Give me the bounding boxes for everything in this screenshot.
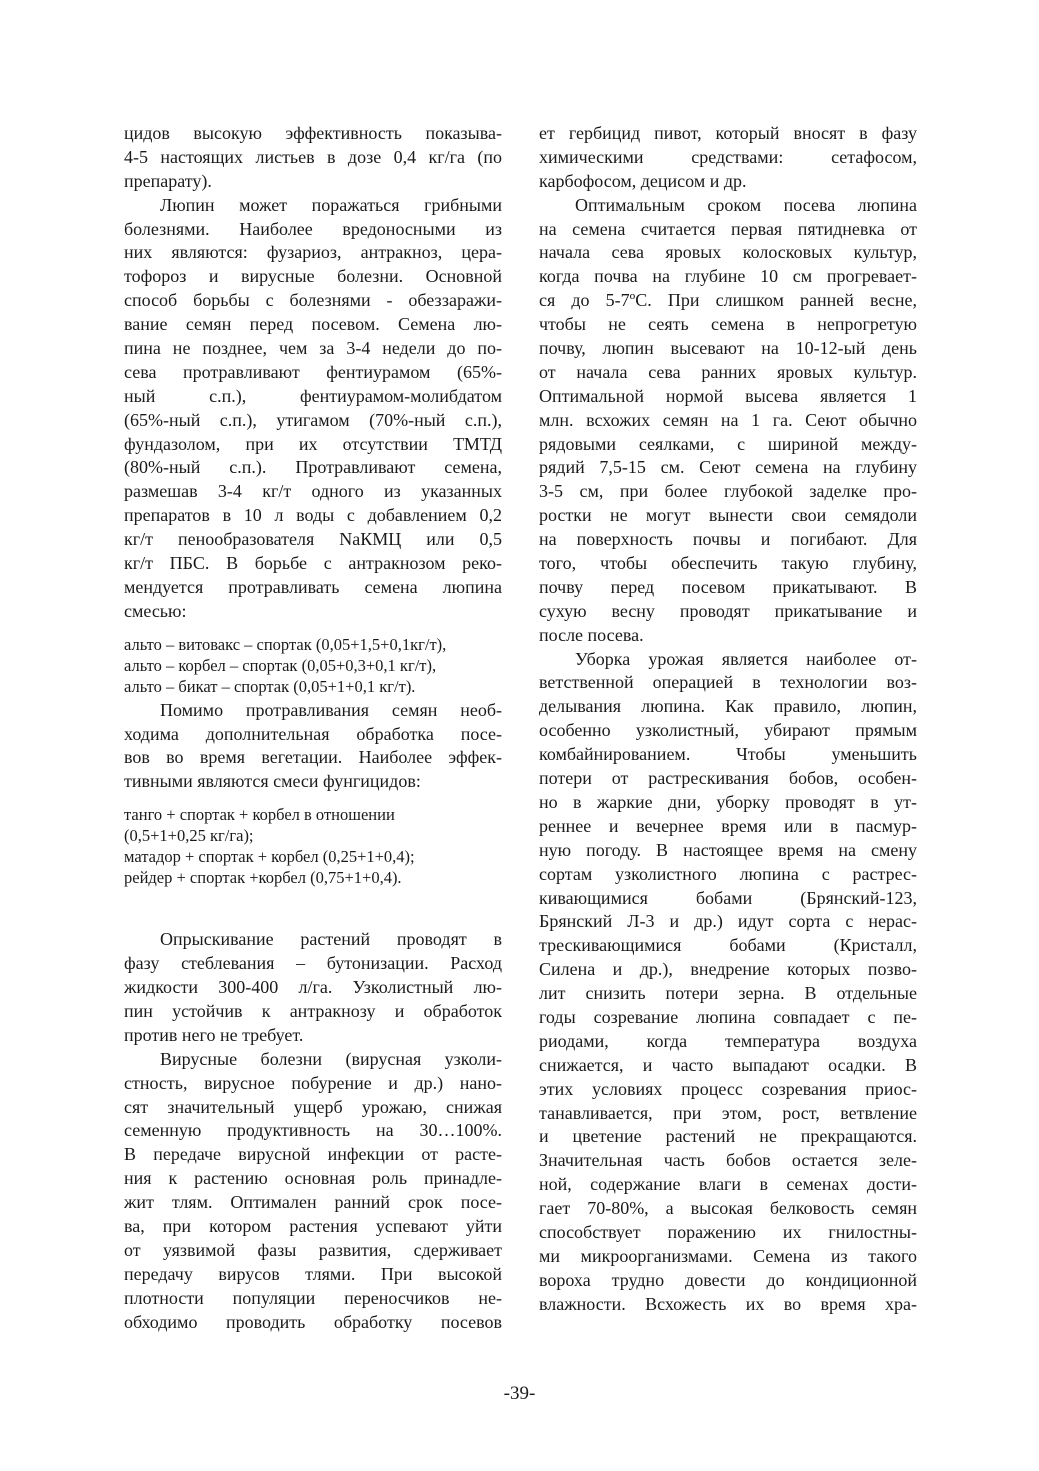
text-line: вов во время вегетации. Наиболее эффек- [124,747,502,768]
text-line: ния к растению основная роль принадле- [124,1168,502,1189]
text-line: В передаче вирусной инфекции от расте- [124,1144,502,1165]
text-line: препаратов в 10 л воды с добавлением 0,2 [124,505,502,526]
text-line: реннее и вечернее время или в пасмур- [539,815,917,836]
paragraph [539,122,917,194]
text-line: вание семян перед посевом. Семена лю- [124,314,502,335]
text-line: от начала сева ранних яровых культур. [539,361,917,382]
text-line: кг/т ПБС. В борьбе с антракнозом реко- [124,553,502,574]
text-line: ный с.п.), фентиурамом-молибдатом [124,385,502,406]
text-line: 3-5 см, при более глубокой заделке про- [539,481,917,502]
paragraph [124,699,502,795]
paragraph [539,648,917,1317]
text-line: кг/т пенообразователя NaКМЦ или 0,5 [124,529,502,550]
text-line: плотности популяции переносчиков не- [124,1287,502,1308]
text-line: жит тлям. Оптимален ранний срок посе- [124,1192,502,1213]
text-line: ми микроорганизмами. Семена из такого [539,1245,917,1266]
text-line: Вирусные болезни (вирусная узколи- [160,1048,502,1069]
text-line: семенную продуктивность на 30…100%. [124,1120,502,1141]
text-line: препарату). [124,170,212,191]
text-line: фазу стеблевания – бутонизации. Расход [124,953,502,974]
text-line: когда почва на глубине 10 см прогревает- [539,266,917,287]
text-line: влажности. Всхожесть их во время хра- [539,1293,917,1314]
text-line: риодами, когда температура воздуха [539,1030,917,1051]
text-line: ходима дополнительная обработка посе- [124,723,502,744]
text-line: карбофосом, децисом и др. [539,170,747,191]
paragraph [124,928,502,1047]
text-line: передачу вирусов тлями. При высокой [124,1263,502,1284]
text-line: матадор + спортак + корбел (0,25+1+0,4); [124,847,415,867]
text-line: трескивающимися бобами (Кристалл, [539,935,917,956]
text-line: сева протравливают фентиурамом (65%- [124,361,502,382]
text-line: размешав 3-4 кг/т одного из указанных [124,481,502,502]
text-line: гает 70-80%, а высокая белковость семян [539,1198,917,1219]
text-line: против него не требует. [124,1024,304,1045]
text-line: рядовыми сеялками, с шириной между- [539,433,917,454]
text-line: этих условиях процесс созревания приос- [539,1078,917,1099]
text-line: жидкости 300-400 л/га. Узколистный лю- [124,977,502,998]
text-line: ва, при котором растения успевают уйти [124,1215,502,1236]
text-line: сят значительный ущерб урожаю, снижая [124,1096,502,1117]
text-line: альто – витовакс – спортак (0,05+1,5+0,1кг/т), [124,634,447,654]
text-line: начала сева яровых колосковых культур, [539,242,917,263]
text-line: чтобы не сеять семена в непрогретую [539,314,917,335]
text-line: но в жаркие дни, уборку проводят в ут- [539,791,917,812]
paragraph [124,1048,502,1335]
text-line: Помимо протравливания семян необ- [160,699,502,720]
page-number: -39- [503,1383,536,1404]
paragraph [124,122,502,194]
text-line: Опрыскивание растений проводят в [160,929,502,950]
text-line: рейдер + спортак +корбел (0,75+1+0,4). [124,868,402,888]
text-line: снижается, и часто выпадают осадки. В [539,1054,917,1075]
text-line: Оптимальной нормой высева является 1 [539,385,917,406]
text-line: ся до 5-7ºС. При слишком ранней весне, [539,290,917,311]
text-line: кивающимися бобами (Брянский-123, [539,887,917,908]
text-line: годы созревание люпина совпадает с пе- [539,1006,917,1027]
formula-list [124,804,502,888]
text-line: тивными являются смеси фунгицидов: [124,771,421,792]
text-line: ную погоду. В настоящее время на смену [539,839,917,860]
text-line: пина не позднее, чем за 3-4 недели до по- [124,338,502,359]
text-line: почву, люпин высевают на 10-12-ый день [539,338,917,359]
text-line: стность, вирусное побурение и др.) нано- [124,1072,502,1093]
text-line: танго + спортак + корбел в отношении [124,805,395,825]
text-line: ростки не могут вынести свои семядоли [539,505,917,526]
text-line: Люпин может поражаться грибными [160,194,502,215]
text-line: вороха трудно довести до кондиционной [539,1269,917,1290]
paragraph [124,194,502,624]
text-line: сортам узколистного люпина с растрес- [539,863,917,884]
text-line: мендуется протравливать семена люпина [124,576,502,597]
text-line: от уязвимой фазы развития, сдерживает [124,1239,502,1260]
text-line: ветственной операцией в технологии воз- [539,672,917,693]
text-line: фундазолом, при их отсутствии ТМТД [124,433,502,454]
paragraph [539,194,917,648]
text-line: смесью: [124,600,187,621]
text-line: комбайнированием. Чтобы уменьшить [539,744,917,765]
text-line: химическими средствами: сетафосом, [539,146,917,167]
text-line: сухую весну проводят прикатывание и [539,600,917,621]
text-line: Значительная часть бобов остается зеле- [539,1150,917,1171]
text-line: рядий 7,5-15 см. Сеют семена на глубину [539,457,917,478]
text-line: лит снизить потери зерна. В отдельные [539,983,917,1004]
text-line: Силена и др.), внедрение которых позво- [539,959,917,980]
text-line: способствует поражению их гнилостны- [539,1221,917,1242]
text-line: на семена считается первая пятидневка от [539,218,917,239]
text-line: (65%-ный с.п.), утигамом (70%-ный с.п.), [124,409,502,430]
left-column [124,122,502,1334]
text-line: особенно узколистный, убирают прямым [539,720,917,741]
text-line: болезнями. Наиболее вредоносными из [124,218,502,239]
text-line: альто – корбел – спортак (0,05+0,3+0,1 кг/т), [124,655,437,675]
text-line: Уборка урожая является наиболее от- [575,648,917,669]
text-line: делывания люпина. Как правило, люпин, [539,696,917,717]
text-line: обходимо проводить обработку посевов [124,1311,502,1332]
text-line: танавливается, при этом, рост, ветвление [539,1102,917,1123]
text-line: и цветение растений не прекращаются. [539,1126,917,1147]
text-line: способ борьбы с болезнями - обеззаражи- [124,290,502,311]
text-line: них являются: фузариоз, антракноз, цера- [124,242,502,263]
text-line: млн. всхожих семян на 1 га. Сеют обычно [539,409,917,430]
right-column [539,122,917,1317]
text-line: 4-5 настоящих листьев в дозе 0,4 кг/га (по [124,146,502,167]
text-line: цидов высокую эффективность показыва- [124,123,502,143]
text-line: на поверхность почвы и погибают. Для [539,529,917,550]
text-line: того, чтобы обеспечить такую глубину, [539,553,917,574]
text-line: почву перед посевом прикатывают. В [539,576,917,597]
text-line: тофороз и вирусные болезни. Основной [124,266,502,287]
text-line: ет гербицид пивот, который вносят в фазу [539,123,917,143]
text-line: (0,5+1+0,25 кг/га); [124,826,254,846]
text-line: Брянский Л-3 и др.) идут сорта с нерас- [539,911,917,932]
text-line: Оптимальным сроком посева люпина [575,194,917,215]
formula-list [124,634,502,697]
text-line: потери от растрескивания бобов, особен- [539,768,917,789]
text-line: ной, содержание влаги в семенах дости- [539,1174,917,1195]
text-line: (80%-ный с.п.). Протравливают семена, [124,457,502,478]
text-line: пин устойчив к антракнозу и обработок [124,1000,502,1021]
text-line: альто – бикат – спортак (0,05+1+0,1 кг/т). [124,676,416,696]
text-line: после посева. [539,624,644,645]
